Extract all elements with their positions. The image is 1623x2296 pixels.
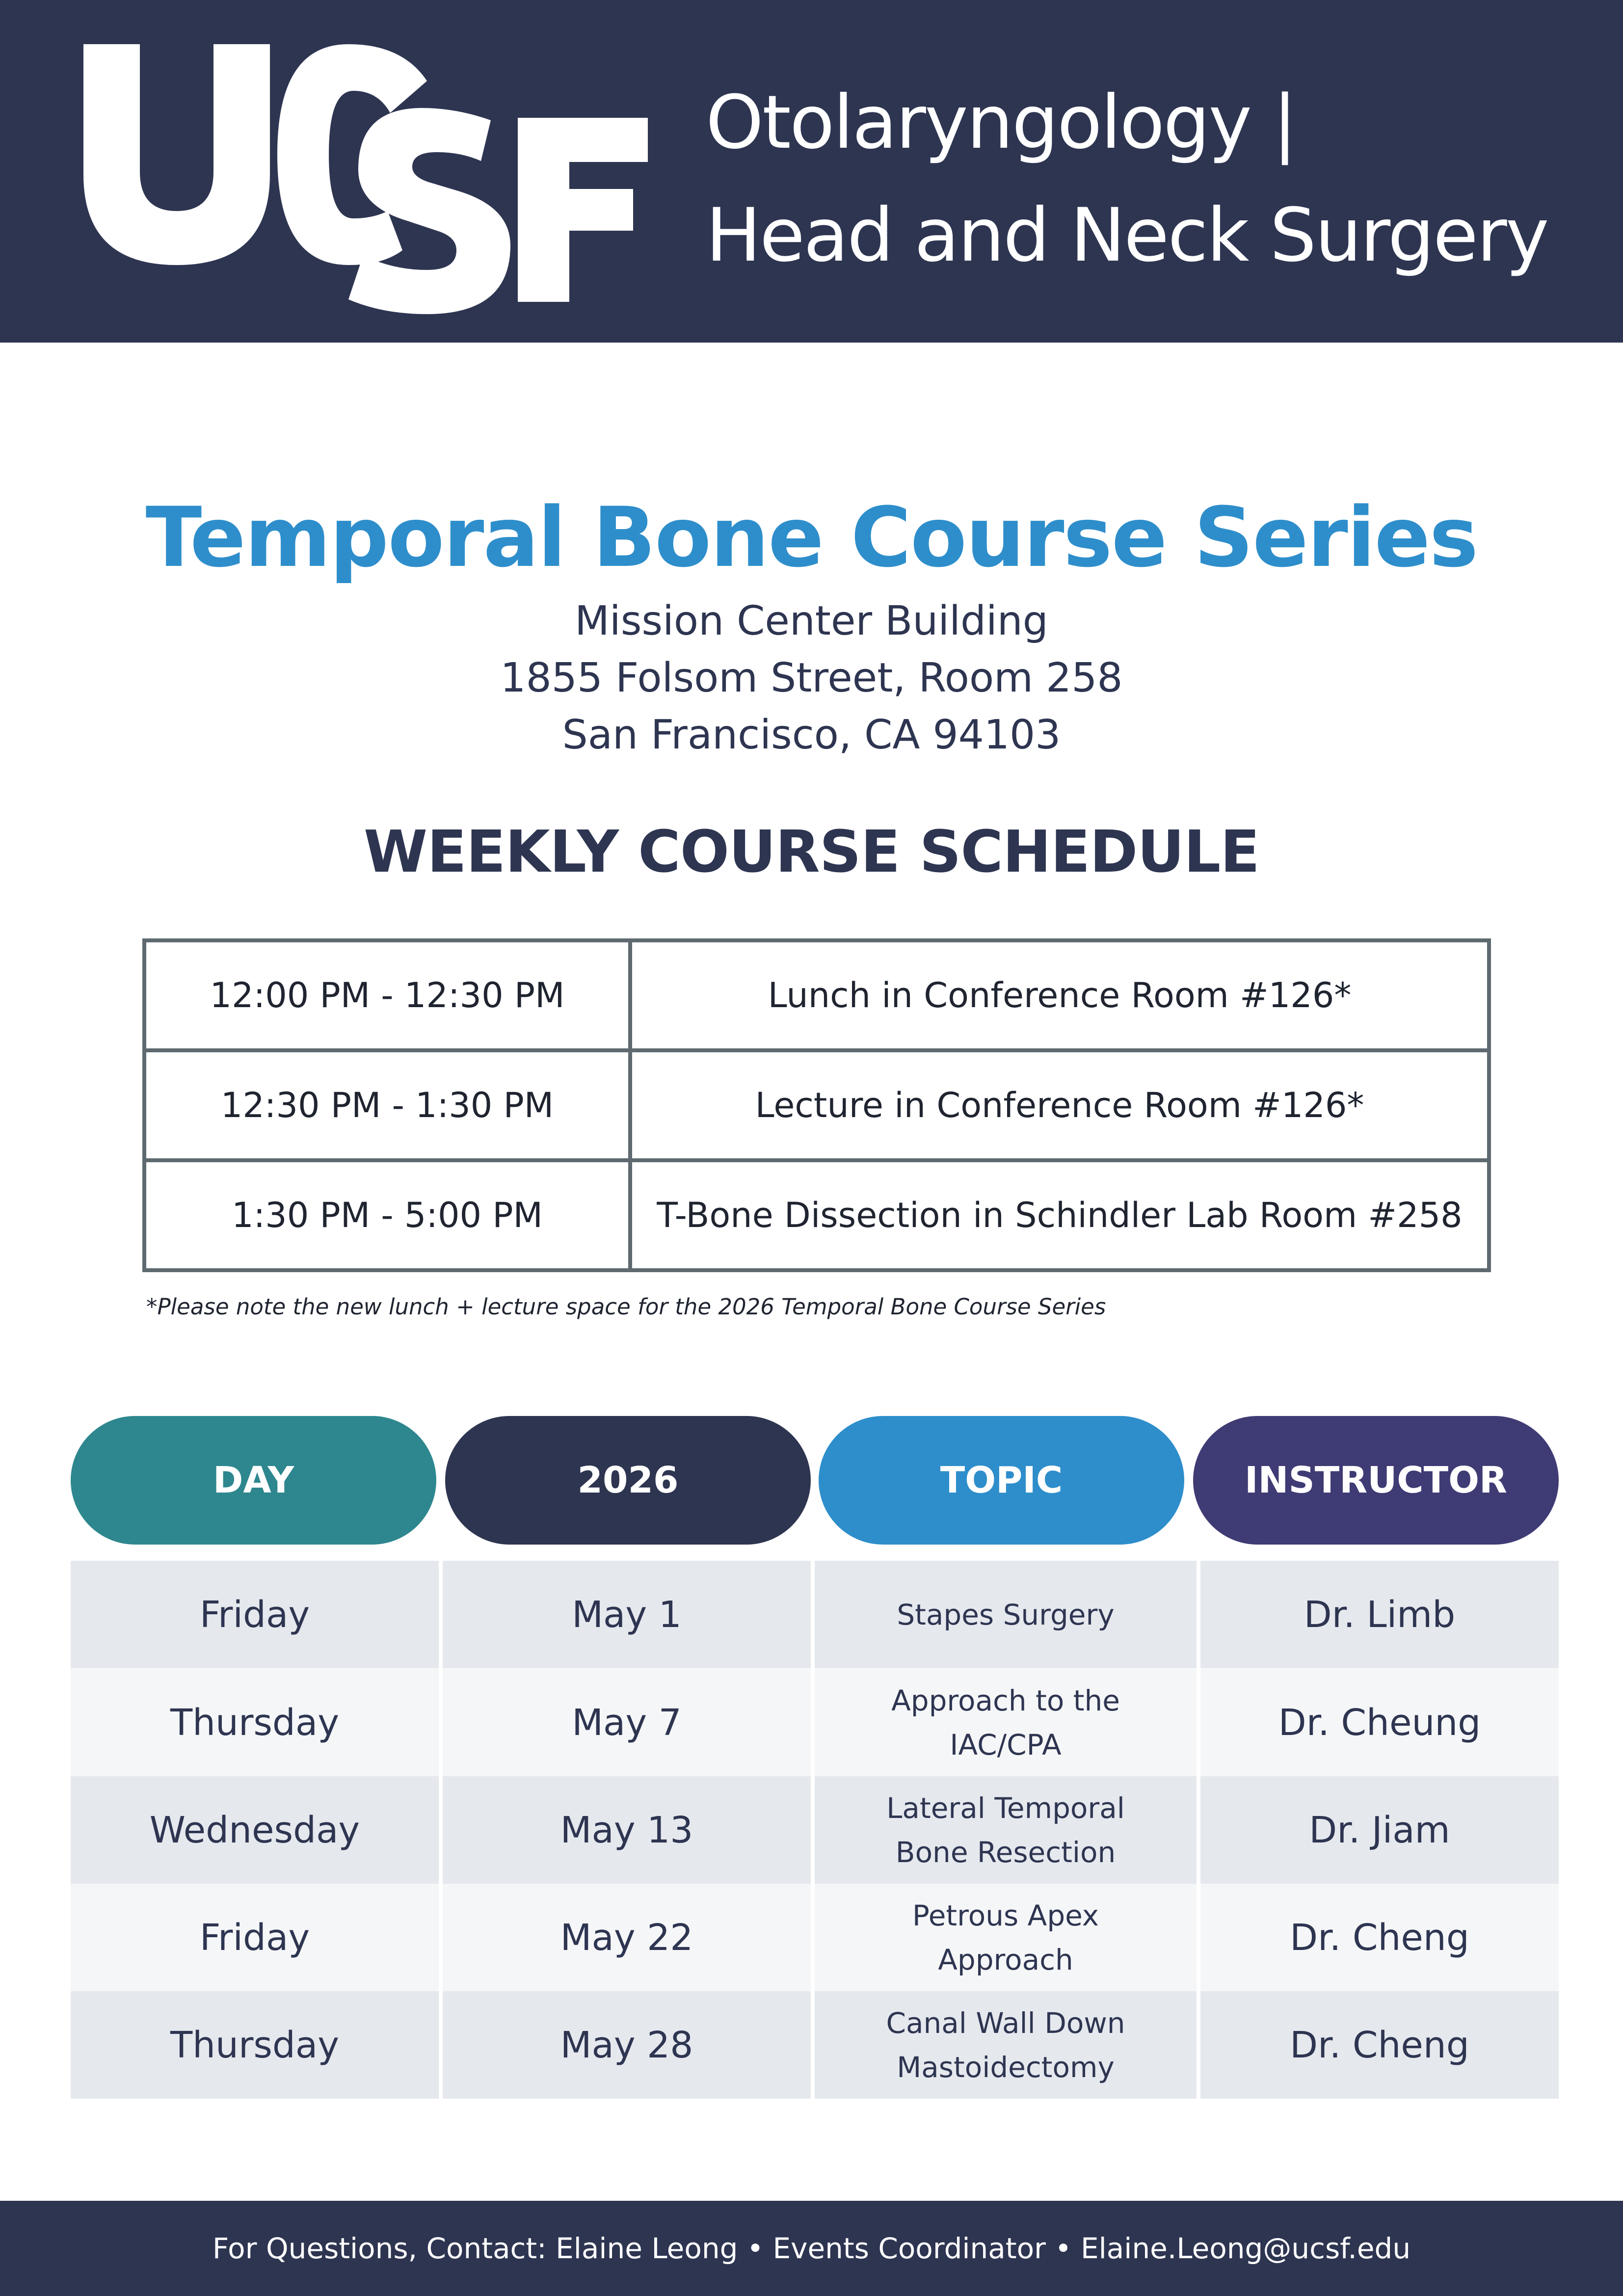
cell-day: Friday (71, 1884, 439, 1991)
page-title: Temporal Bone Course Series (145, 489, 1478, 586)
weekly-schedule-row (144, 1160, 1489, 1270)
schedule-time: 12:30 PM - 1:30 PM (144, 1050, 630, 1160)
schedule-note: *Please note the new lunch + lecture space for the 2026 Temporal Bone Course Series (146, 1294, 1106, 1320)
cell-date: May 1 (443, 1561, 811, 1668)
cell-instructor: Dr. Cheung (1200, 1669, 1559, 1776)
address-city: San Francisco, CA 94103 (562, 712, 1061, 758)
cell-day: Thursday (71, 1669, 439, 1776)
table-row (71, 1669, 1559, 1776)
footer-contact: For Questions, Contact: Elaine Leong • Events Coordinator • Elaine.Leong@ucsf.edu (0, 2201, 1623, 2296)
header-year: 2026 (445, 1416, 811, 1545)
header-instructor: INSTRUCTOR (1193, 1416, 1559, 1545)
weekly-schedule-row (144, 1050, 1489, 1160)
header-banner (0, 0, 1623, 343)
table-row (71, 1884, 1559, 1991)
header-day: DAY (71, 1416, 436, 1545)
cell-instructor: Dr. Cheng (1200, 1991, 1559, 2099)
address-building: Mission Center Building (575, 598, 1048, 644)
ucsf-logo (83, 34, 648, 314)
cell-day: Wednesday (71, 1776, 439, 1884)
table-row (71, 1776, 1559, 1884)
table-row (71, 1991, 1559, 2099)
schedule-time: 1:30 PM - 5:00 PM (144, 1160, 630, 1270)
cell-date: May 7 (443, 1669, 811, 1776)
table-row (71, 1561, 1559, 1668)
cell-topic: Petrous Apex Approach (815, 1884, 1197, 1991)
department-line-1: Otolaryngology | (706, 80, 1296, 165)
cell-day: Friday (71, 1561, 439, 1668)
schedule-activity: Lunch in Conference Room #126* (630, 940, 1489, 1050)
cell-day: Thursday (71, 1991, 439, 2099)
header-topic: TOPIC (819, 1416, 1184, 1545)
cell-topic: Approach to the IAC/CPA (815, 1669, 1197, 1776)
cell-date: May 22 (443, 1884, 811, 1991)
cell-topic: Lateral Temporal Bone Resection (815, 1776, 1197, 1884)
address-block (0, 593, 1623, 764)
weekly-schedule-row (144, 940, 1489, 1050)
schedule-time: 12:00 PM - 12:30 PM (144, 940, 630, 1050)
cell-instructor: Dr. Cheng (1200, 1884, 1559, 1991)
cell-date: May 28 (443, 1991, 811, 2099)
address-street: 1855 Folsom Street, Room 258 (500, 655, 1123, 701)
schedule-activity: T-Bone Dissection in Schindler Lab Room #258 (630, 1160, 1489, 1270)
weekly-schedule-table (142, 938, 1491, 1272)
schedule-activity: Lecture in Conference Room #126* (630, 1050, 1489, 1160)
cell-date: May 13 (443, 1776, 811, 1884)
cell-topic: Canal Wall Down Mastoidectomy (815, 1991, 1197, 2099)
cell-topic: Stapes Surgery (815, 1561, 1197, 1668)
cell-instructor: Dr. Limb (1200, 1561, 1559, 1668)
cell-instructor: Dr. Jiam (1200, 1776, 1559, 1884)
department-name (706, 66, 1548, 292)
department-line-2: Head and Neck Surgery (706, 193, 1548, 278)
weekly-schedule-heading: WEEKLY COURSE SCHEDULE (364, 818, 1259, 885)
